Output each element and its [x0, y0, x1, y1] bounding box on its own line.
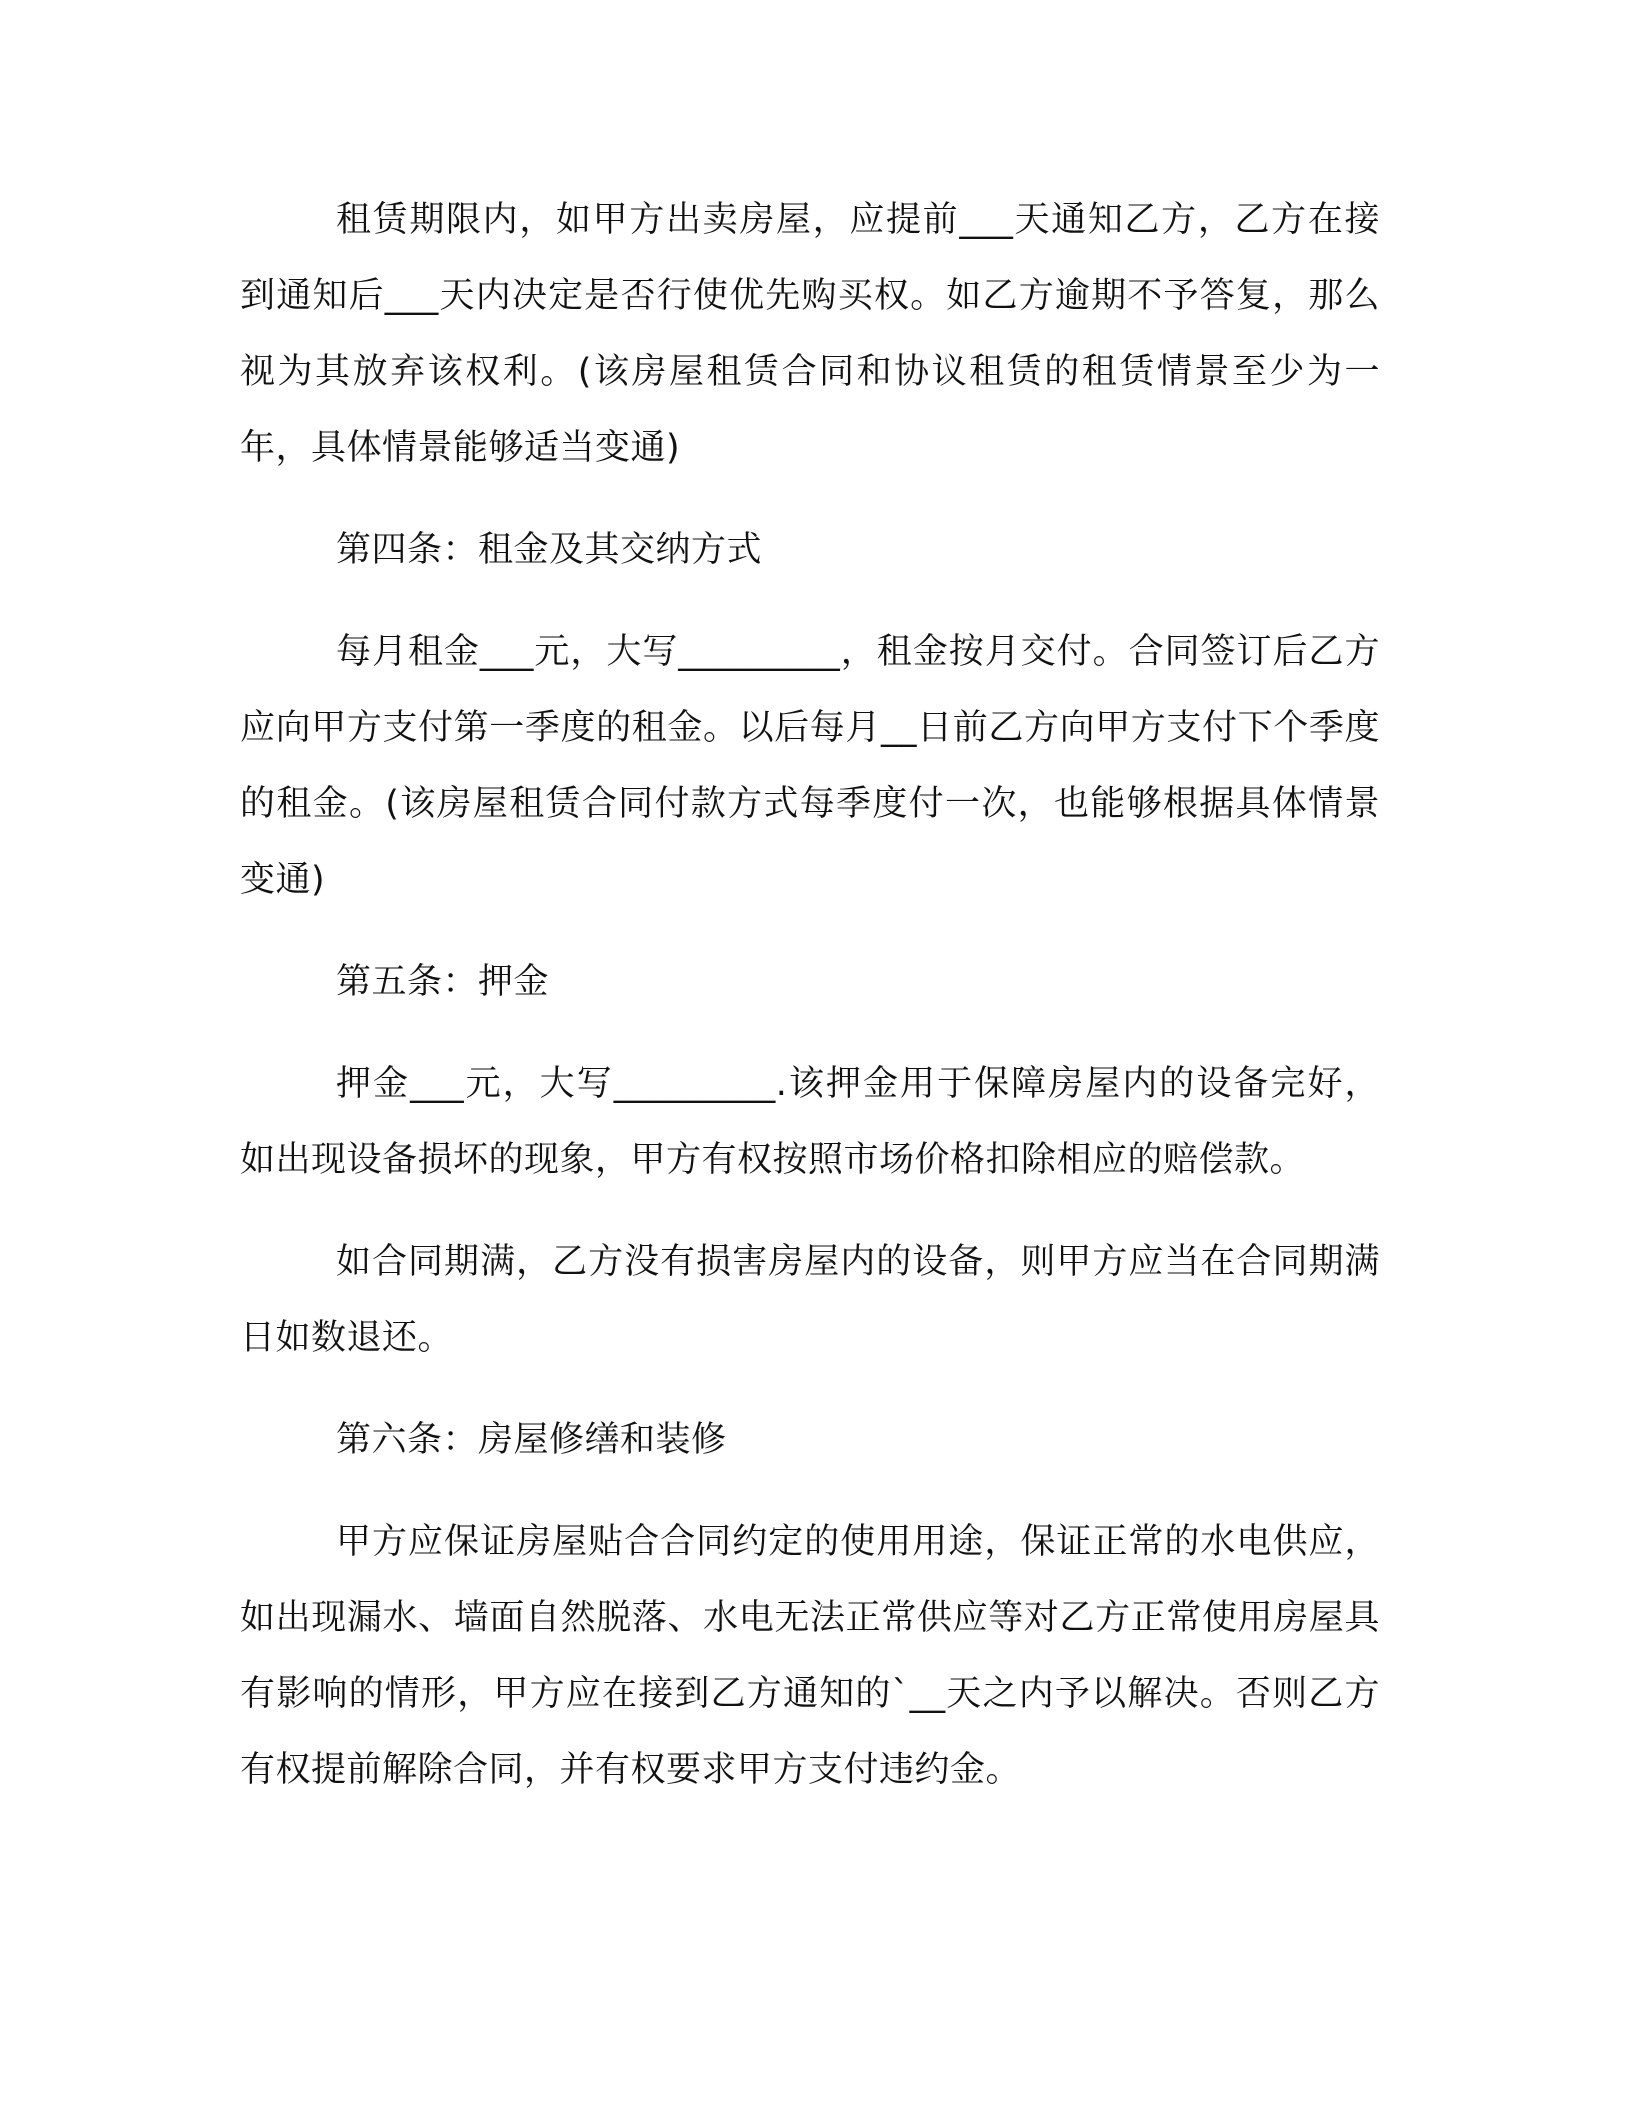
- article-4-heading: 第四条：租金及其交纳方式: [336, 530, 763, 570]
- paragraph-deposit: 押金___元，大写_________.该押金用于保障房屋内的设备完好，如出现设备损坏的现象，甲方有权按照市场价格扣除相应的赔偿款。: [240, 1064, 1380, 1180]
- spacer: [240, 588, 1380, 614]
- article-5-heading: 第五条：押金: [336, 962, 550, 1002]
- spacer: [240, 1020, 1380, 1046]
- paragraph-repairs: 甲方应保证房屋贴合合同约定的使用用途，保证正常的水电供应，如出现漏水、墙面自然脱落、水电无法正常供应等对乙方正常使用房屋具有影响的情形，甲方应在接到乙方通知的`__天之内予以解决。否则乙方有权提前解除合同，并有权要求甲方支付违约金。: [240, 1522, 1380, 1790]
- spacer: [240, 1376, 1380, 1402]
- article-6-heading: 第六条：房屋修缮和装修: [336, 1420, 727, 1460]
- spacer: [240, 1198, 1380, 1224]
- paragraph-presale-notice: 租赁期限内，如甲方出卖房屋，应提前___天通知乙方，乙方在接到通知后___天内决定是否行使优先购买权。如乙方逾期不予答复，那么视为其放弃该权利。(该房屋租赁合同和协议租赁的租赁情景至少为一年，具体情景能够适当变通): [240, 200, 1380, 468]
- paragraph-deposit-refund: 如合同期满，乙方没有损害房屋内的设备，则甲方应当在合同期满日如数退还。: [240, 1242, 1380, 1358]
- document-page: [240, 182, 1380, 1808]
- spacer: [240, 486, 1380, 512]
- spacer: [240, 918, 1380, 944]
- spacer: [240, 1478, 1380, 1504]
- paragraph-rent-payment: 每月租金___元，大写_________，租金按月交付。合同签订后乙方应向甲方支付第一季度的租金。以后每月__日前乙方向甲方支付下个季度的租金。(该房屋租赁合同付款方式每季度付一次，也能够根据具体情景变通): [240, 632, 1380, 900]
